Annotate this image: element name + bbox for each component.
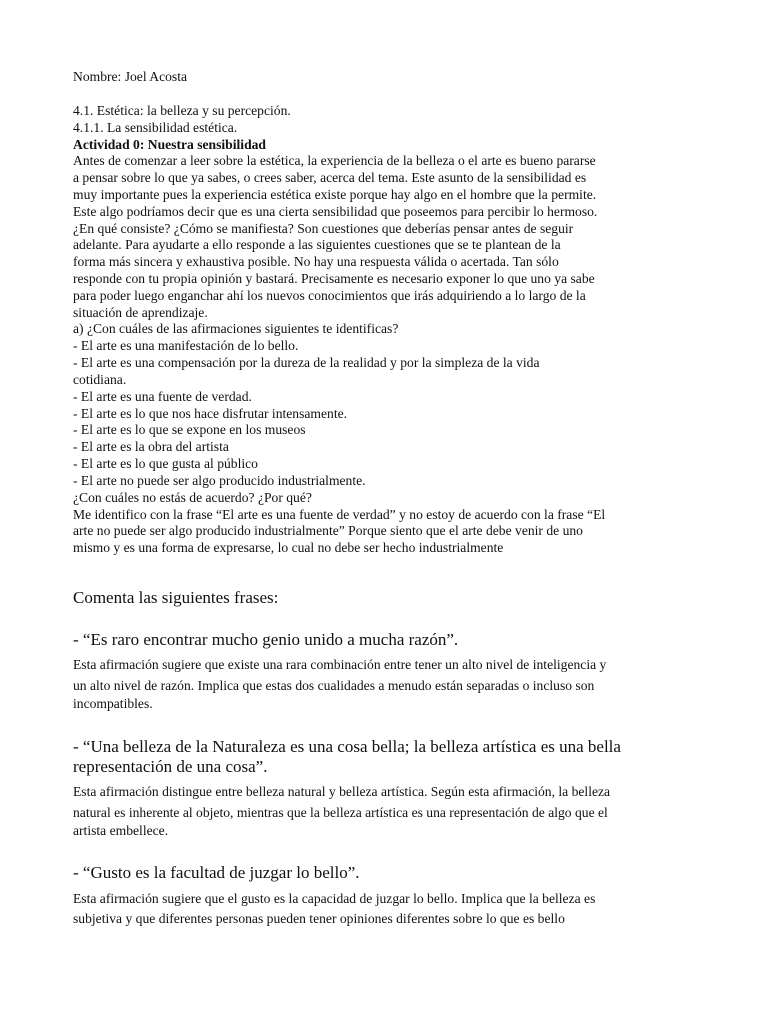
comment-answer-line: Esta afirmación distingue entre belleza natural y belleza artística. Según esta afirmación, la belleza (73, 784, 611, 799)
option-item: - El arte es la obra del artista (73, 439, 229, 454)
intro-line: ¿En qué consiste? ¿Cómo se manifiesta? Son cuestiones que deberías pensar antes de seguir (73, 221, 574, 236)
comment-answer-line: un alto nivel de razón. Implica que estas dos cualidades a menudo están separadas o incluso son (73, 678, 595, 693)
comment-answer-line: Esta afirmación sugiere que existe una rara combinación entre tener un alto nivel de inteligencia y (73, 657, 607, 672)
section-heading-4-1-1: 4.1.1. La sensibilidad estética. (73, 120, 238, 135)
quote-line: - “Una belleza de la Naturaleza es una cosa bella; la belleza artística es una bella (73, 737, 621, 756)
intro-line: forma más sincera y exhaustiva posible. No hay una respuesta válida o acertada. Tan sólo (73, 254, 559, 269)
option-item: cotidiana. (73, 372, 127, 387)
option-item: - El arte es lo que se expone en los museos (73, 422, 306, 437)
quote-line: - “Es raro encontrar mucho genio unido a mucha razón”. (73, 630, 459, 649)
comment-answer-line: natural es inherente al objeto, mientras que la belleza artística es una representación de algo que el (73, 805, 608, 820)
section-heading-4-1: 4.1. Estética: la belleza y su percepción. (73, 103, 291, 118)
intro-line: para poder luego enganchar ahí los nuevos conocimientos que irás adquiriendo a lo largo de la (73, 288, 586, 303)
comment-answer-line: artista embellece. (73, 823, 169, 838)
question-followup: ¿Con cuáles no estás de acuerdo? ¿Por qué? (73, 490, 312, 505)
intro-line: adelante. Para ayudarte a ello responde a las siguientes cuestiones que se te plantean de la (73, 237, 561, 252)
answer-line: Me identifico con la frase “El arte es una fuente de verdad” y no estoy de acuerdo con la frase “El (73, 507, 606, 522)
comment-answer-line: Esta afirmación sugiere que el gusto es la capacidad de juzgar lo bello. Implica que la belleza es (73, 891, 596, 906)
option-item: - El arte no puede ser algo producido industrialmente. (73, 473, 366, 488)
intro-line: Antes de comenzar a leer sobre la estética, la experiencia de la belleza o el arte es bueno pararse (73, 153, 596, 168)
answer-line: mismo y es una forma de expresarse, lo cual no debe ser hecho industrialmente (73, 540, 504, 555)
option-item: - El arte es lo que nos hace disfrutar intensamente. (73, 406, 348, 421)
option-item: - El arte es lo que gusta al público (73, 456, 258, 471)
option-item: - El arte es una manifestación de lo bello. (73, 338, 299, 353)
intro-line: a pensar sobre lo que ya sabes, o crees saber, acerca del tema. Este asunto de la sensibilidad es (73, 170, 587, 185)
activity-title: Actividad 0: Nuestra sensibilidad (73, 137, 266, 152)
question-prompt: a) ¿Con cuáles de las afirmaciones siguientes te identificas? (73, 321, 399, 336)
answer-line: arte no puede ser algo producido industrialmente” Porque siento que el arte debe venir de uno (73, 523, 583, 538)
comment-answer-line: incompatibles. (73, 696, 153, 711)
comment-answer-line: subjetiva y que diferentes personas pueden tener opiniones diferentes sobre lo que es bello (73, 911, 565, 926)
quote-line: representación de una cosa”. (73, 757, 268, 776)
intro-line: muy importante pues la experiencia estética existe porque hay algo en el hombre que la permite. (73, 187, 597, 202)
quote-line: - “Gusto es la facultad de juzgar lo bello”. (73, 863, 360, 882)
intro-line: responde con tu propia opinión y bastará. Precisamente es necesario exponer lo que uno ya sabe (73, 271, 595, 286)
intro-line: situación de aprendizaje. (73, 305, 208, 320)
intro-line: Este algo podríamos decir que es una cierta sensibilidad que poseemos para percibir lo hermoso. (73, 204, 598, 219)
comments-heading: Comenta las siguientes frases: (73, 588, 279, 607)
name-line: Nombre: Joel Acosta (73, 69, 188, 84)
option-item: - El arte es una fuente de verdad. (73, 389, 252, 404)
option-item: - El arte es una compensación por la dureza de la realidad y por la simpleza de la vida (73, 355, 540, 370)
